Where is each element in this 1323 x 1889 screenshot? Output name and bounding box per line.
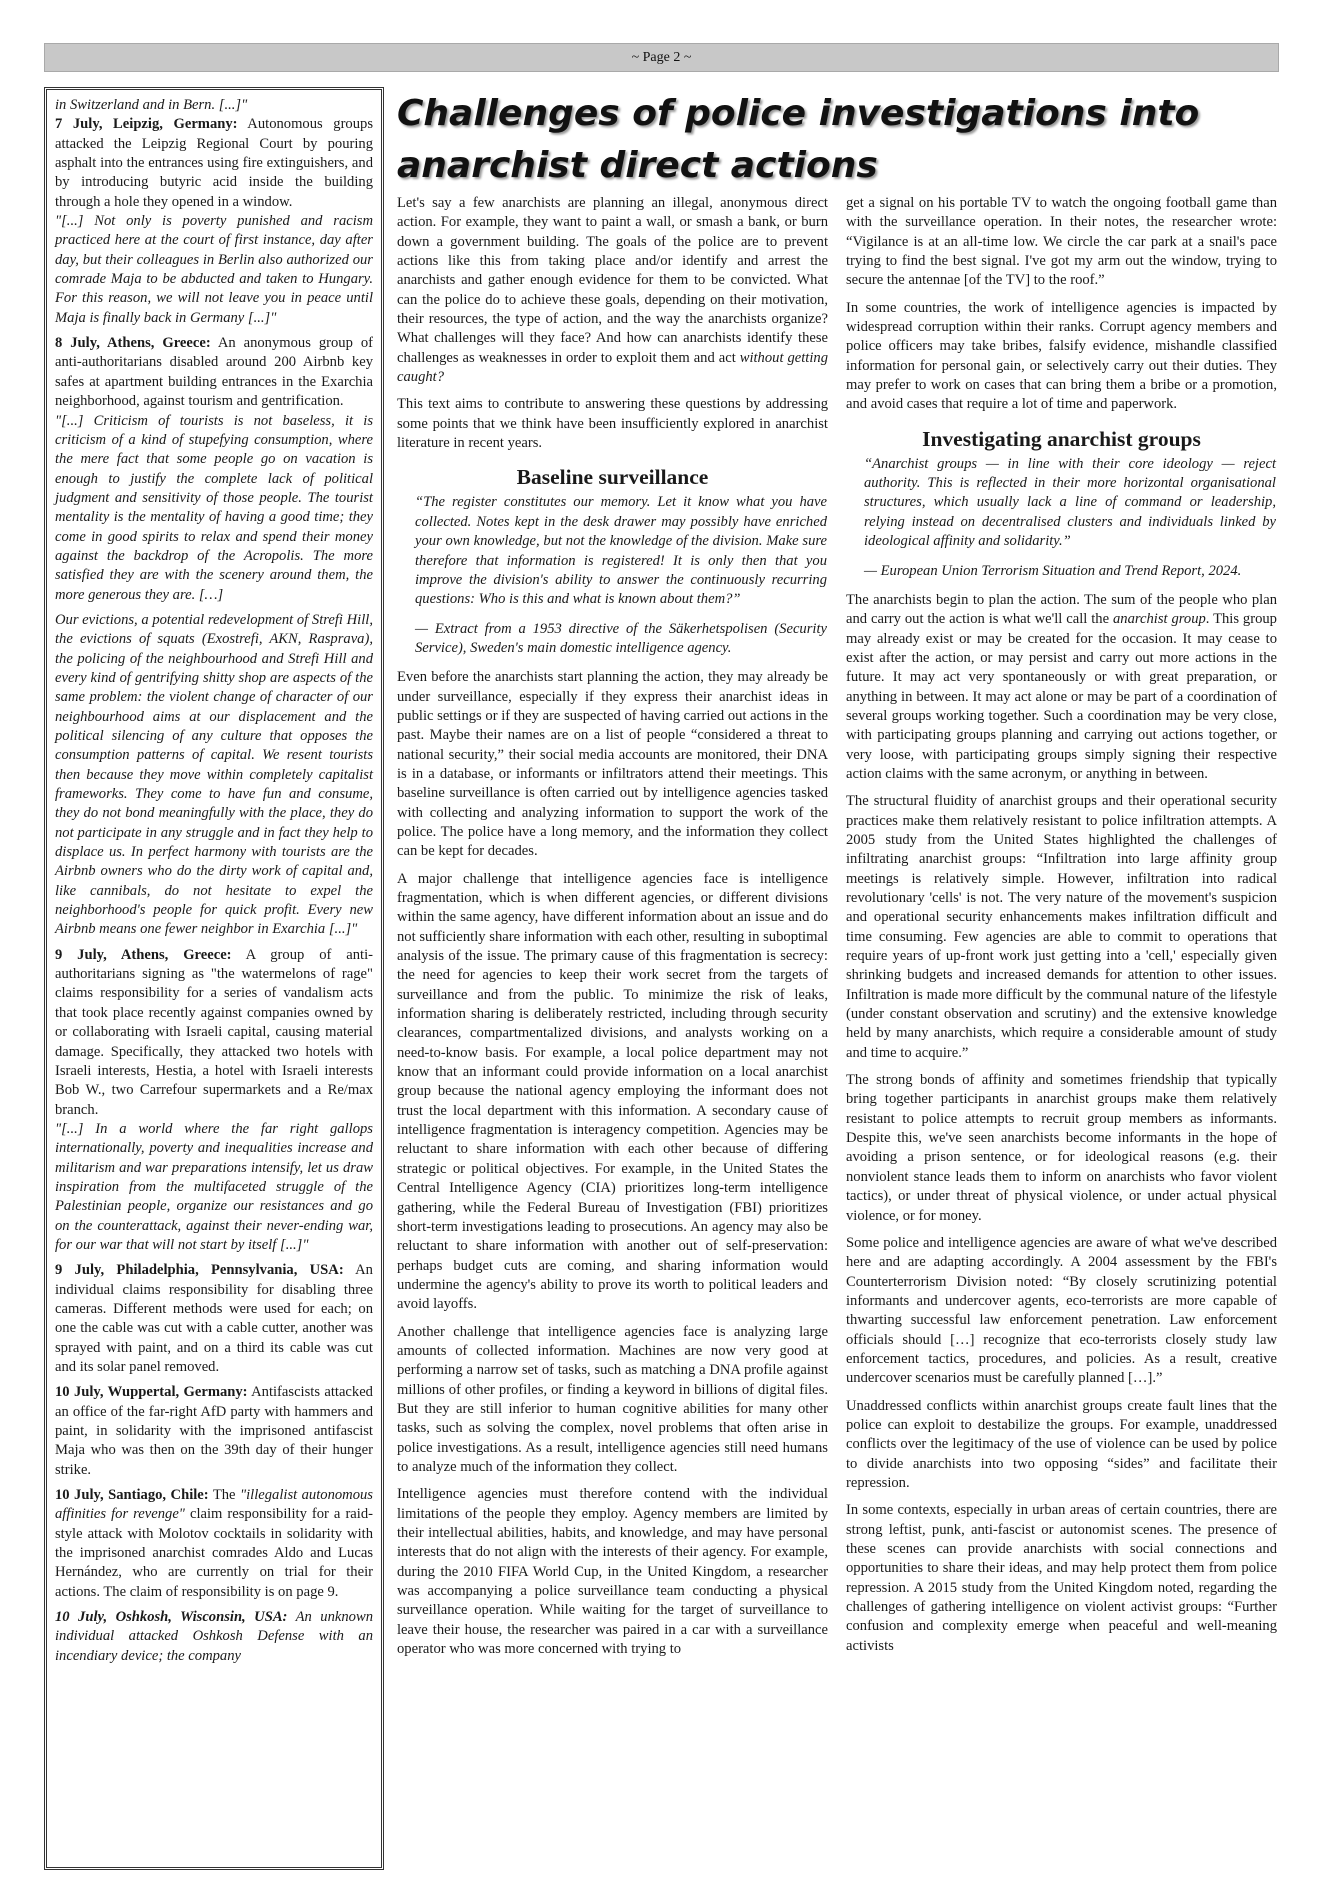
epigraph-citation: — European Union Terrorism Situation and Trend Report, 2024.	[864, 562, 1242, 579]
entry-text: An individual claims responsibility for disabling three cameras. Different methods were used for each; on one the cable was cut with a cable cutter, another was sprayed with paint, and on a third its cable was cut and its solar panel removed.	[55, 1262, 373, 1375]
article-paragraph: Even before the anarchists start planning the action, they may already be under surveillance, especially if they express their anarchist ideas in public settings or if they are suspected of having carried out actions in the past. Maybe their names are on a list of people “considered a threat to national security,” their social media accounts are monitored, their DNA is in a database, or informants or infiltrators attend their meetings. This baseline surveillance is often carried out by intelligence agencies tasked with collecting and analyzing information to support the work of the police. The police have a long memory, and the information they collect can be kept for decades.	[397, 669, 828, 860]
article-column-left	[397, 194, 828, 1667]
entry-text: Autonomous groups attacked the Leipzig Regional Court by pouring asphalt into the entrances using fire extinguishers, and by introducing butyric acid inside the building through a hole they opened in a window.	[55, 116, 374, 210]
sidebar-quote: "[...] Criticism of tourists is not baseless, it is criticism of a kind of stupefying consumption, where the mere fact that some people go on vacation is enough to justify the complete lack of political judgment and sensitivity of those people. The tourist mentality is the mentality of having a good time; they come in good spirits to relax and spend their money against the backdrop of the Acropolis. The more satisfied they are with the scenery around them, the more generous they are. […]	[55, 412, 373, 603]
article-paragraph: A major challenge that intelligence agencies face is intelligence fragmentation, which is when different agencies, or different divisions within the same agency, have different information about an issue and do not sufficiently share information with each other, resulting in suboptimal analysis of the issue. The primary cause of this fragmentation is secrecy: the need for agencies to keep their work secret from the targets of surveillance and from the public. To minimize the risk of leaks, information sharing is deliberately restricted, including through security clearances, compartmentalized divisions, and analysts working on a need-to-know basis. For example, a local police department may not know that an informant could provide information on a local anarchist group because the national agency employing the informant does not trust the local department with this information. A secondary cause of intelligence fragmentation is interagency competition. Agencies may be reluctant to share information with each other because of differing strategic or political objectives. For example, in the United States the Central Intelligence Agency (CIA) prioritizes long-term intelligence gathering, while the Federal Bureau of Investigation (FBI) prioritizes short-term investigations leading to prosecutions. An agency may also be reluctant to share information with another out of self-preservation: perhaps budget cuts are coming, and sharing information would undermine the agency's ability to prove its worth to political leaders and avoid layoffs.	[397, 870, 828, 1313]
sidebar-quote: "[...] In a world where the far right gallops internationally, poverty and inequalities increase and militarism and war preparations intensify, let us draw inspiration from the multifaceted struggle of the Palestinian people, organize our resistances and go on the counterattack, against their never-ending war, for our war that will not start by itself [...]"	[55, 1120, 373, 1253]
news-sidebar	[44, 87, 384, 1870]
section-heading-baseline: Baseline surveillance	[516, 465, 709, 490]
article-paragraph: In some contexts, especially in urban areas of certain countries, there are strong leftist, punk, anti-fascist or autonomist scenes. The presence of these scenes can provide anarchists with social connections and opportunities to share their ideas, and may help protect them from police repression. A 2015 study from the United Kingdom noted, regarding the challenges of gathering intelligence on violent activist groups: “Further confusion and complexity emerge when peaceful and well-meaning activists	[846, 1502, 1277, 1654]
sidebar-quote: in Switzerland and in Bern. [...]"	[55, 97, 248, 113]
article-paragraph	[397, 194, 828, 387]
sidebar-entry	[55, 1486, 373, 1602]
page-number: ~ Page 2 ~	[631, 50, 692, 65]
section-heading-investigating: Investigating anarchist groups	[922, 426, 1201, 451]
article-paragraph: This text aims to contribute to answering these questions by addressing some points that we think have been insufficiently explored in anarchist literature in recent years.	[397, 396, 828, 452]
article-column-right	[846, 194, 1277, 1664]
epigraph	[864, 455, 1276, 581]
entry-text: A group of anti-authoritarians signing as "the watermelons of rage" claims responsibility for a series of vandalism acts that took place recently against companies owned by or collaborating with Israeli capital, causing material damage. Specifically, they attacked two hotels with Israeli interests, Hestia, a hotel with Israeli interests Bob W., two Carrefour supermarkets and a Re/max branch.	[55, 946, 373, 1118]
article-paragraph: get a signal on his portable TV to watch the ongoing football game than with the surveillance operation. In their notes, the researcher wrote: “Vigilance is at an all-time low. We circle the car park at a snail's pace trying to find the best signal. I've got my arm out the window, trying to secure the antennae [of the TV] to the roof.”	[846, 195, 1277, 289]
article-title: Challenges of police investigations into anarchist direct actions	[397, 93, 1200, 186]
article-paragraph: Intelligence agencies must therefore contend with the individual limitations of the people they employ. Agency members are limited by their intellectual abilities, habits, and knowledge, and may have personal interests that do not align with the interests of their agency. For example, during the 2010 FIFA World Cup, in the United Kingdom, a researcher was accompanying a police surveillance team conducting a physical surveillance operation. While waiting for the target of surveillance to leave their house, the researcher was paired in a car with a surveillance operator who was more concerned with trying to	[397, 1486, 828, 1658]
epigraph-quote: “Anarchist groups — in line with their core ideology — reject authority. This is reflected in their more horizontal organisational structures, which usually lack a line of command or leadership, relying instead on decentralised clusters and individuals linked by ideological affinity and solidarity.”	[864, 455, 1276, 550]
epigraph-quote: “The register constitutes our memory. Let it know what you have collected. Notes kept in the desk drawer may possibly have enriched your own knowledge, but not the knowledge of the division. Make sure therefore that information is registered! It is only then that you improve the division's ability to answer the continuously recurring questions: Who is this and what is known about them?”	[415, 494, 827, 608]
entry-dateline: 7 July, Leipzig, Germany:	[55, 116, 238, 133]
entry-text: Antifascists attacked an office of the far-right AfD party with hammers and paint, in solidarity with the imprisoned antifascist Maja who was then on the 39th day of their hunger strike.	[55, 1384, 373, 1478]
article-paragraph: In some countries, the work of intelligence agencies is impacted by widespread corruption within their ranks. Corrupt agency members and police officers may take bribes, falsify evidence, mishandle classified information for personal gain, or selectively carry out their duties. They may prefer to work on cases that can bring them a bribe or a promotion, and avoid cases that require a lot of time and paperwork.	[846, 299, 1277, 413]
paragraph-text: . This group may already exist or may be created for the occasion. It may cease to exist after the action, or may persist and carry out more actions in the future. It may act very spontaneously or with great preparation, or anything in between. It may act alone or may be part of a coordination of several groups working together. Such a coordination may be very close, with participating groups planning and carrying out actions together, or very loose, with participating groups simply signing their respective action claims with the same acronym, or anything in between.	[846, 611, 1277, 782]
paragraph-text: Let's say a few anarchists are planning an illegal, anonymous direct action. For example, they want to paint a wall, or smash a bank, or burn down a government building. The goals of the police are to prevent actions like this from taking place and/or identify and arrest the anarchists and gather enough evidence for them to be convicted. What can the police do to achieve these goals, depending on their motivation, their resources, the type of action, and the way the anarchists organize? What challenges will they face? And how can anarchists identify these challenges as weaknesses in order to exploit them and act	[397, 195, 828, 366]
entry-italic: "illegalist autonomous affinities for revenge"	[55, 1487, 373, 1523]
paragraph-italic: without getting caught?	[397, 349, 828, 386]
entry-dateline: 8 July, Athens, Greece:	[55, 335, 211, 352]
article-paragraph: Some police and intelligence agencies are aware of what we've described here and are adapting accordingly. A 2004 assessment by the FBI's Counterterrorism Division noted: “By closely scrutinizing potential informants and undercover agents, eco-terrorists are more capable of thwarting successful law enforcement penetration. Law enforcement officials should […] recognize that eco-terrorists closely study law enforcement tactics, procedures, and policies. As a result, creative undercover scenarios must be carefully planned […].”	[846, 1234, 1277, 1387]
paragraph-italic: anarchist group	[1112, 611, 1206, 628]
entry-text: claim responsibility for a raid-style attack with Molotov cocktails in solidarity with the imprisoned anarchist comrades Aldo and Lucas Hernández, who are currently on trial for their actions. The claim of responsibility is on page 9.	[55, 1506, 373, 1600]
entry-dateline: 10 July, Wuppertal, Germany:	[55, 1384, 248, 1401]
epigraph-citation: — Extract from a 1953 directive of the Säkerhetspolisen (Security Service), Sweden's main domestic intelligence agency.	[415, 620, 827, 656]
article-paragraph: The strong bonds of affinity and sometimes friendship that typically bring together participants in anarchist groups make them relatively resistant to police attempts to recruit group members as informants. Despite this, we've seen anarchists become informants in the hope of avoiding a prison sentence, or for ideological reasons (e.g. their nonviolent stance leads them to inform on anarchists who favor violent tactics), or under threat of physical violence, or under actual physical violence, or for money.	[846, 1072, 1277, 1224]
sidebar-quote: Our evictions, a potential redevelopment of Strefi Hill, the evictions of squats (Exostrefi, AKN, Rasprava), the policing of the neighbourhood and Strefi Hill and every kind of gentrifying shitty shop are aspects of the same problem: the violent change of character of our neighbourhood aims at our displacement and the political silencing of any culture that opposes the consumption patterns of capital. We resent tourists then because they move within completely capitalist frameworks. They come to have fun and consume, they do not bond meaningfully with the place, they do not participate in any struggle and in fact they help to displace us. In perfect harmony with tourists are the Airbnb owners who do the dirty work of capital and, like cannibals, do not hesitate to expel the neighborhood's people for quick profit. Every new Airbnb means one fewer neighbor in Exarchia [...]"	[55, 611, 373, 938]
entry-dateline: 9 July, Athens, Greece:	[55, 946, 232, 963]
page-header	[44, 43, 1279, 72]
sidebar-entry	[55, 1383, 373, 1480]
sidebar-entry	[55, 946, 373, 1120]
article-paragraph: The structural fluidity of anarchist groups and their operational security practices make them relatively resistant to police infiltration attempts. A 2005 study from the United States highlighted the challenges of infiltrating anarchist groups: “Infiltration into large affinity group meetings is relatively simple. However, infiltration into radical revolutionary 'cells' is not. The very nature of the movement's suspicion and operational security enhancements makes infiltration difficult and time consuming. Few agencies are able to commit to operations that require years of up-front work just getting into a 'cell,' especially given shrinking budgets and increased demands for attention to other issues. Infiltration is made more difficult by the communal nature of the lifestyle (under constant observation and scrutiny) and the extensive knowledge held by many anarchists, which require a considerable amount of study and time to acquire.”	[846, 793, 1277, 1061]
entry-text: The	[208, 1487, 240, 1504]
article-paragraph: Another challenge that intelligence agencies face is analyzing large amounts of collected information. Machines are now very good at performing a narrow set of tasks, such as matching a DNA profile against millions of other profiles, or finding a keyword in billions of digital files. But they are still inferior to human cognitive abilities for many other tasks, such as solving the complex, novel problems that often arise in police investigations. As a result, intelligence agencies still need humans to analyze much of the information they collect.	[397, 1323, 828, 1475]
article-paragraph	[846, 591, 1277, 784]
entry-dateline: 9 July, Philadelphia, Pennsylvania, USA:	[55, 1262, 344, 1279]
entry-text: An anonymous group of anti-authoritarians disabled around 200 Airbnb key safes at apartment building entrances in the Exarchia neighborhood, against tourism and gentrification.	[55, 335, 373, 410]
paragraph-text: The anarchists begin to plan the action. The sum of the people who plan and carry out the action is what we'll call the	[846, 591, 1277, 628]
entry-text: An unknown individual attacked Oshkosh Defense with an incendiary device; the company	[55, 1609, 373, 1664]
sidebar-quote: "[...] Not only is poverty punished and racism practiced here at the court of first instance, day after day, but their colleagues in Berlin also authorized our comrade Maja to be abducted and taken to Hungary. For this reason, we will not leave you in peace until Maja is finally back in Germany [...]"	[55, 213, 373, 326]
sidebar-entry	[55, 1608, 373, 1666]
article-paragraph: Unaddressed conflicts within anarchist groups create fault lines that the police can exploit to destabilize the groups. For example, unaddressed conflicts over the legitimacy of the use of violence can be used by police to divide anarchists into two opposing “sides” and facilitate their repression.	[846, 1397, 1277, 1491]
sidebar-entry	[55, 334, 373, 411]
entry-dateline: 10 July, Santiago, Chile:	[55, 1487, 209, 1504]
sidebar-entry	[55, 115, 373, 212]
sidebar-entry	[55, 1261, 373, 1377]
epigraph	[415, 493, 827, 658]
entry-dateline: 10 July, Oshkosh, Wisconsin, USA:	[55, 1609, 288, 1626]
